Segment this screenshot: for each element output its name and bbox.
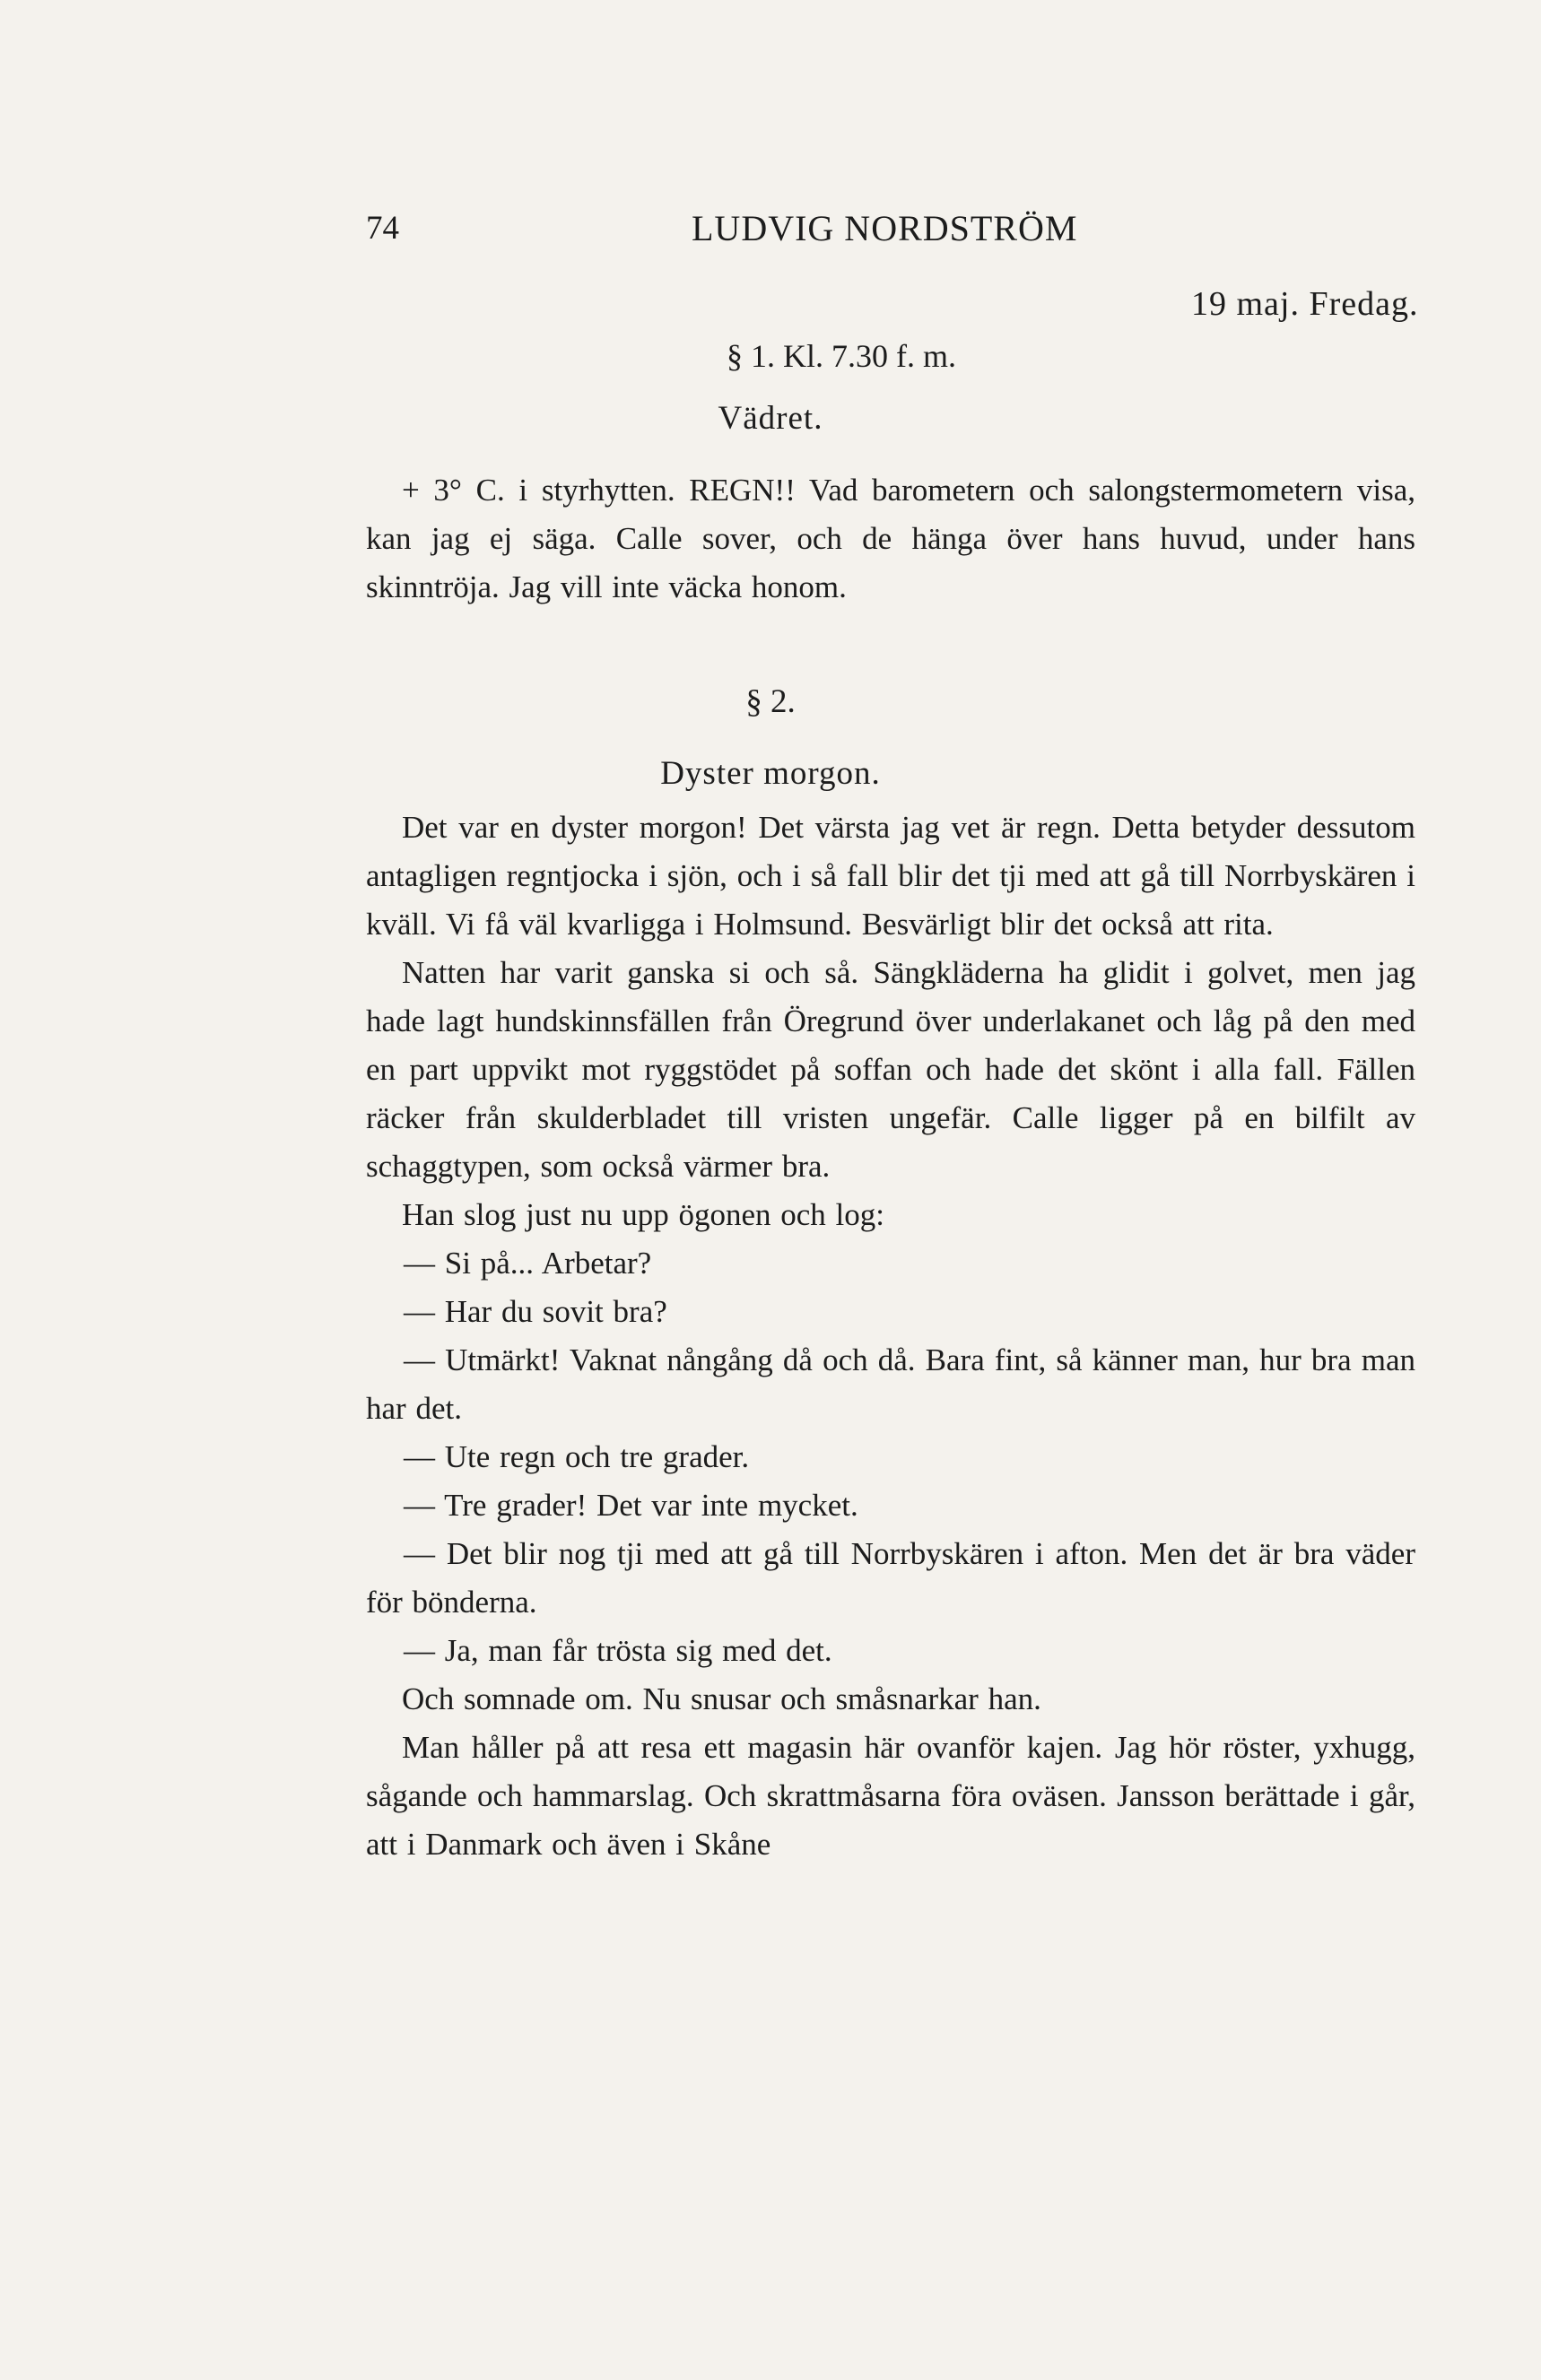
paragraph-4: Och somnade om. Nu snusar och småsnarkar han.	[402, 1681, 1041, 1716]
section-1-heading: § 1. Kl. 7.30 f. m.	[727, 338, 956, 374]
dialogue-line-1: — Si på... Arbetar?	[404, 1246, 652, 1281]
dialogue-line-2: — Har du sovit bra?	[404, 1294, 667, 1329]
section-2-heading: § 2.	[745, 683, 796, 720]
section-1-text-block	[366, 466, 1415, 612]
dialogue-line-5: — Tre grader! Det var inte mycket.	[404, 1488, 858, 1523]
entry-date: 19 maj. Fredag.	[1191, 285, 1419, 323]
section-2-title: Dyster morgon.	[660, 755, 881, 792]
section-1-paragraph: + 3° C. i styrhytten. REGN!! Vad barometern och salongstermometern visa, kan jag ej säga. Calle sover, och de hänga över hans huvud, under hans skinntröja. Jag vill inte väcka honom.	[366, 473, 1415, 604]
dialogue-line-4: — Ute regn och tre grader.	[404, 1439, 750, 1474]
dialogue-line-3: — Utmärkt! Vaknat nångång då och då. Bara fint, så känner man, hur bra man har det.	[366, 1342, 1415, 1426]
paragraph-2: Natten har varit ganska si och så. Sängkläderna ha glidit i golvet, men jag hade lagt hundskinnsfällen från Öregrund över underlakanet och låg på den med en part uppvikt mot ryggstödet på soffan och hade det skönt i alla fall. Fällen räcker från skulderbladet till vristen ungefär. Calle ligger på en bilfilt av schaggtypen, som också värmer bra.	[366, 955, 1415, 1184]
paragraph-1: Det var en dyster morgon! Det värsta jag vet är regn. Detta betyder dessutom antagligen regntjocka i sjön, och i så fall blir det tji med att gå till Norrbyskären i kväll. Vi få väl kvarligga i Holmsund. Besvärligt blir det också att rita.	[366, 810, 1415, 942]
dialogue-line-7: — Ja, man får trösta sig med det.	[404, 1633, 832, 1668]
paragraph-3: Han slog just nu upp ögonen och log:	[402, 1197, 884, 1232]
page-number: 74	[366, 210, 399, 247]
dialogue-line-6: — Det blir nog tji med att gå till Norrbyskären i afton. Men det är bra väder för bönderna.	[366, 1536, 1415, 1620]
section-1-title: Vädret.	[718, 400, 823, 437]
section-2-text-block	[366, 803, 1415, 1869]
paragraph-5: Man håller på att resa ett magasin här ovanför kajen. Jag hör röster, yxhugg, sågande och hammarslag. Och skrattmåsarna föra oväsen. Jansson berättade i går, att i Danmark och även i Skåne	[366, 1730, 1415, 1862]
page-header	[366, 204, 1442, 258]
running-head: LUDVIG NORDSTRÖM	[692, 208, 1078, 248]
